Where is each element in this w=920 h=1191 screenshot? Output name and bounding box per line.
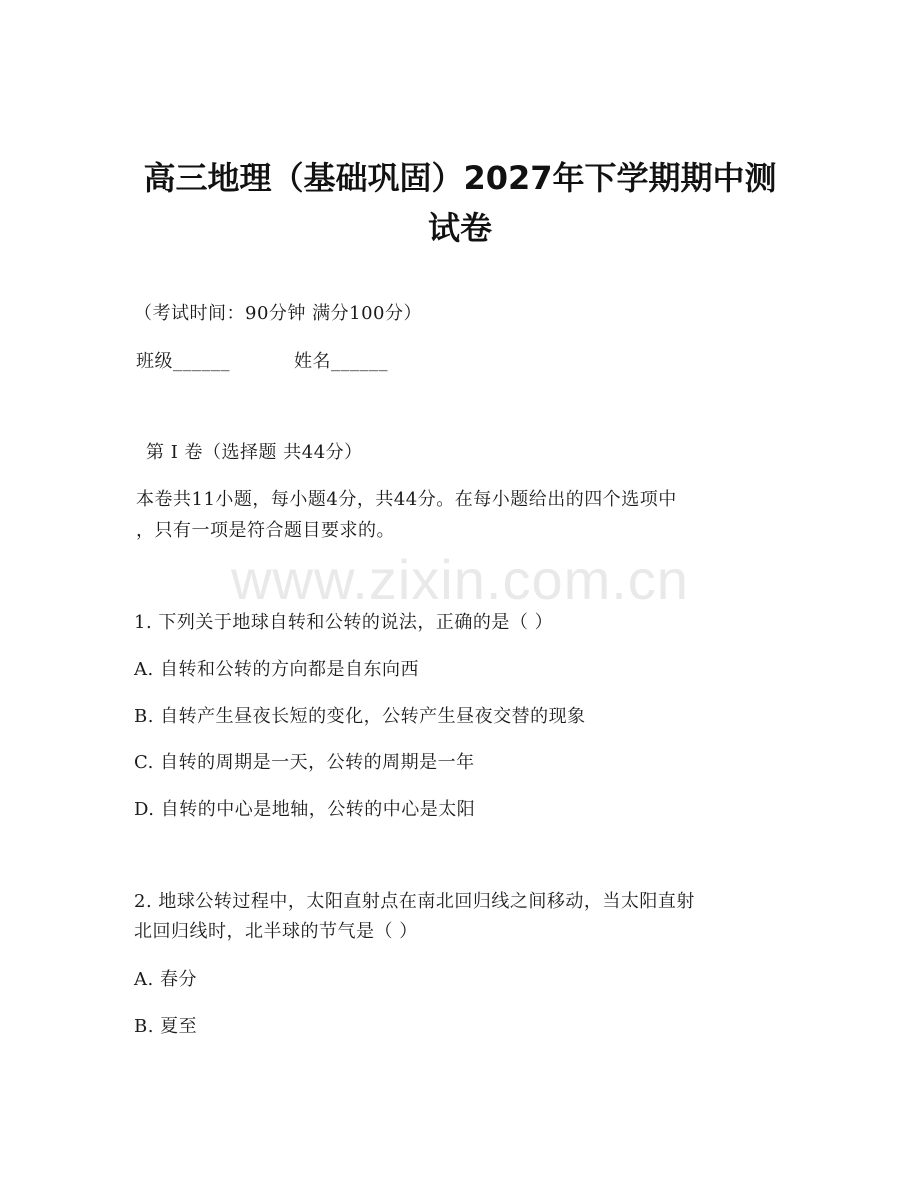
question-2-stem-line-2: 北回归线时，北半球的节气是（ ） xyxy=(134,921,418,942)
question-1-option-c: C. 自转的周期是一天，公转的周期是一年 xyxy=(134,752,475,773)
question-2-option-a: A. 春分 xyxy=(134,969,197,990)
question-1-option-d: D. 自转的中心是地轴，公转的中心是太阳 xyxy=(134,799,476,820)
exam-title-line-1: 高三地理（基础巩固）2027年下学期期中测 xyxy=(143,159,777,197)
question-1-stem: 1. 下列关于地球自转和公转的说法，正确的是（ ） xyxy=(134,612,554,633)
exam-info: （考试时间：90分钟 满分100分） xyxy=(134,303,422,324)
question-1-option-a: A. 自转和公转的方向都是自东向西 xyxy=(134,659,419,680)
question-2-option-b: B. 夏至 xyxy=(134,1016,198,1037)
class-field-label: 班级______ xyxy=(136,351,230,372)
watermark-text: www.zixin.com.cn xyxy=(231,548,689,611)
section-instruction-line-2: ，只有一项是符合题目要求的。 xyxy=(136,520,395,541)
name-field-label: 姓名______ xyxy=(294,351,388,372)
exam-title-line-2: 试卷 xyxy=(427,209,492,247)
section-heading: 第 I 卷（选择题 共44分） xyxy=(146,442,363,463)
question-1-option-b: B. 自转产生昼夜长短的变化，公转产生昼夜交替的现象 xyxy=(134,706,586,727)
question-2-stem-line-1: 2. 地球公转过程中，太阳直射点在南北回归线之间移动，当太阳直射 xyxy=(134,891,695,912)
section-instruction-line-1: 本卷共11小题，每小题4分，共44分。在每小题给出的四个选项中 xyxy=(136,489,677,510)
